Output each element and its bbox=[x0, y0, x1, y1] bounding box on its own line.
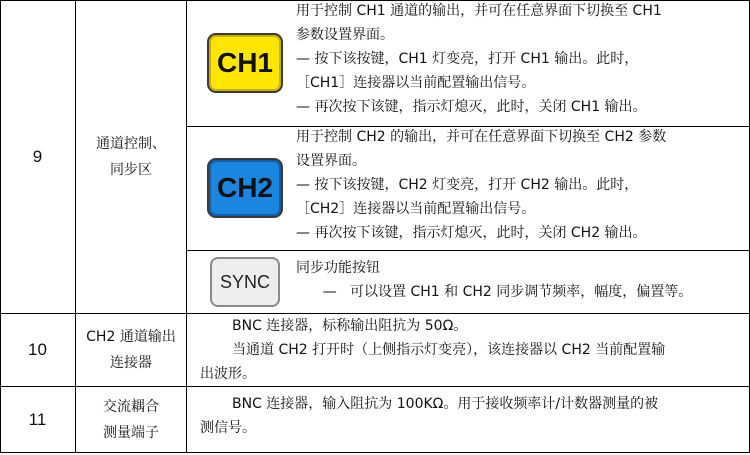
desc-line: 设置界面。 bbox=[296, 153, 366, 169]
desc-line: ［CH2］连接器以当前配置输出信号。 bbox=[296, 201, 536, 217]
row-number: 9 bbox=[32, 147, 43, 166]
desc-line: 参数设置界面。 bbox=[296, 27, 394, 43]
desc-line: 用于控制 CH1 通道的输出，并可在任意界面下切换至 CH1 bbox=[296, 3, 662, 19]
table-column-divider-2 bbox=[186, 0, 187, 453]
row-name-line: CH2 通道输出 bbox=[86, 329, 176, 345]
desc-line: — 再次按下该键，指示灯熄灭，此时，关闭 CH1 输出。 bbox=[296, 99, 647, 115]
row-name-line: 通道控制、 bbox=[96, 136, 166, 152]
desc-line: 测信号。 bbox=[200, 420, 256, 436]
subrow-divider-ch2-sync bbox=[187, 250, 750, 251]
row-name-line: 同步区 bbox=[110, 162, 152, 178]
row-name bbox=[76, 1, 186, 313]
row-name bbox=[76, 387, 186, 452]
row-name-line: 连接器 bbox=[109, 355, 152, 371]
sync-button-image: SYNC bbox=[210, 257, 280, 307]
sync-description bbox=[296, 256, 692, 304]
row-name-line: 测量端子 bbox=[103, 424, 159, 441]
desc-line: BNC 连接器，标称输出阻抗为 50Ω。 bbox=[232, 318, 468, 334]
ch1-button-image: CH1 bbox=[207, 33, 283, 93]
desc-line: — 再次按下该键，指示灯熄灭，此时，关闭 CH2 输出。 bbox=[296, 225, 647, 241]
row-number: 11 bbox=[28, 409, 47, 429]
row-11-description bbox=[200, 392, 658, 440]
desc-line: 用于控制 CH2 的输出，并可在任意界面下切换至 CH2 参数 bbox=[296, 129, 667, 145]
ch2-description bbox=[296, 125, 666, 245]
desc-line: BNC 连接器，输入阻抗为 100KΩ。用于接收频率计/计数器测量的被 bbox=[232, 396, 659, 412]
table-border-bottom bbox=[0, 452, 750, 453]
row-number: 10 bbox=[28, 340, 47, 359]
desc-line: — 可以设置 CH1 和 CH2 同步调节频率，幅度，偏置等。 bbox=[296, 284, 693, 300]
row-10-description bbox=[200, 314, 665, 386]
row-name bbox=[76, 314, 186, 386]
ch2-button-image: CH2 bbox=[207, 158, 283, 218]
row-name-line: 交流耦合 bbox=[103, 398, 159, 415]
desc-line: ［CH1］连接器以当前配置输出信号。 bbox=[296, 75, 536, 91]
desc-line: — 按下该按键，CH2 灯变亮，打开 CH2 输出。此时， bbox=[296, 177, 639, 193]
desc-line: 同步功能按钮 bbox=[296, 260, 380, 276]
ch1-description bbox=[296, 0, 662, 119]
desc-line: 出波形。 bbox=[200, 366, 256, 382]
desc-line: — 按下该按键，CH1 灯变亮，打开 CH1 输出。此时， bbox=[296, 51, 639, 67]
desc-line: 当通道 CH2 打开时（上侧指示灯变亮），该连接器以 CH2 当前配置输 bbox=[232, 342, 666, 358]
